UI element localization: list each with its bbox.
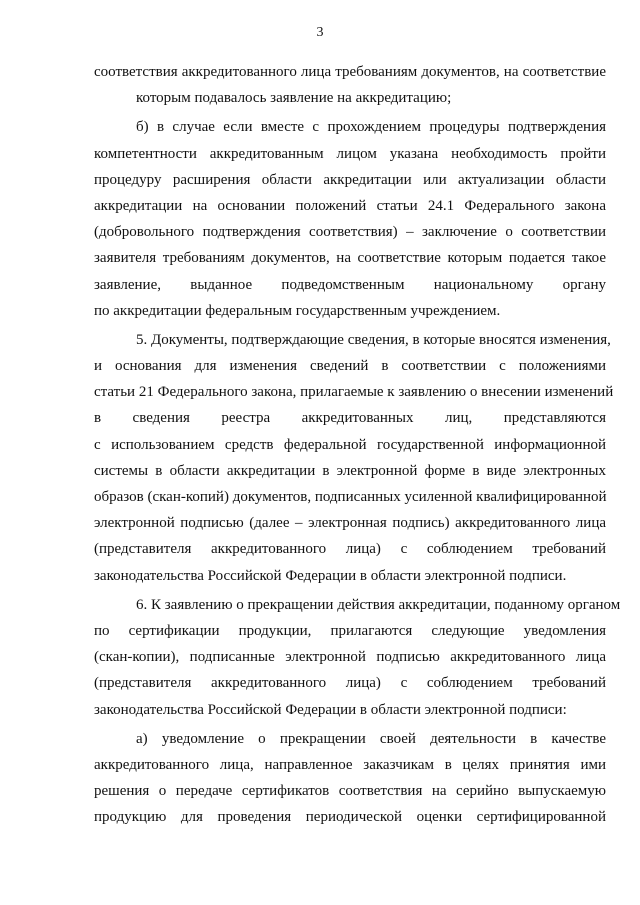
text-line: (скан-копии), подписанные электронной подписью аккредитованного лица <box>94 649 606 666</box>
text-line: компетентности аккредитованным лицом указана необходимость пройти <box>94 145 606 162</box>
text-line: законодательства Российской Федерации в области электронной подписи. <box>94 567 567 584</box>
text-line: которым подавалось заявление на аккредитацию; <box>136 90 452 107</box>
text-line: аккредитации на основании положений статьи 24.1 Федерального закона <box>94 197 606 214</box>
paragraph <box>94 59 606 111</box>
text-line: б) в случае если вместе с прохождением процедуры подтверждения <box>136 119 606 136</box>
text-line: соответствия аккредитованного лица требованиям документов, на соответствие <box>94 64 606 80</box>
text-line: 5. Документы, подтверждающие сведения, в которые вносятся изменения, <box>136 331 611 348</box>
text-line: (добровольного подтверждения соответствия) – заключение о соответствии <box>94 224 606 241</box>
text-line: электронной подписью (далее – электронная подпись) аккредитованного лица <box>94 515 606 532</box>
document-body <box>94 59 621 830</box>
text-line: заявителя требованиям документов, на соответствие которым подается такое <box>94 250 606 267</box>
text-line: продукцию для проведения периодической оценки сертифицированной <box>94 809 606 826</box>
text-line: по аккредитации федеральным государственным учреждением. <box>94 302 501 319</box>
text-line: законодательства Российской Федерации в области электронной подписи: <box>94 701 567 718</box>
text-line: решения о передаче сертификатов соответствия на серийно выпускаемую <box>94 783 606 800</box>
text-line: аккредитованного лица, направленное заказчикам в целях принятия ими <box>94 756 606 773</box>
text-line: (представителя аккредитованного лица) с соблюдением требований <box>94 675 606 692</box>
text-line: по сертификации продукции, прилагаются следующие уведомления <box>94 622 606 639</box>
text-line: а) уведомление о прекращении своей деятельности в качестве <box>136 730 606 747</box>
page-number: 3 <box>316 25 324 40</box>
text-line: образов (скан-копий) документов, подписанных усиленной квалифицированной <box>94 489 607 505</box>
text-line: в сведения реестра аккредитованных лиц, представляются <box>94 410 606 427</box>
text-line: процедуру расширения области аккредитации или актуализации области <box>94 171 606 188</box>
paragraph <box>94 114 606 324</box>
text-line: (представителя аккредитованного лица) с соблюдением требований <box>94 541 606 558</box>
text-line: с использованием средств федеральной государственной информационной <box>94 436 606 453</box>
paragraph <box>94 327 614 589</box>
paragraph <box>94 592 621 723</box>
text-line: и основания для изменения сведений в соответствии с положениями <box>94 358 606 375</box>
paragraph <box>94 726 606 831</box>
text-line: статьи 21 Федерального закона, прилагаемые к заявлению о внесении изменений <box>94 384 614 401</box>
text-line: 6. К заявлению о прекращении действия аккредитации, поданному органом <box>136 596 621 613</box>
text-line: системы в области аккредитации в электронной форме в виде электронных <box>94 462 606 479</box>
text-line: заявление, выданное подведомственным национальному органу <box>94 276 606 293</box>
